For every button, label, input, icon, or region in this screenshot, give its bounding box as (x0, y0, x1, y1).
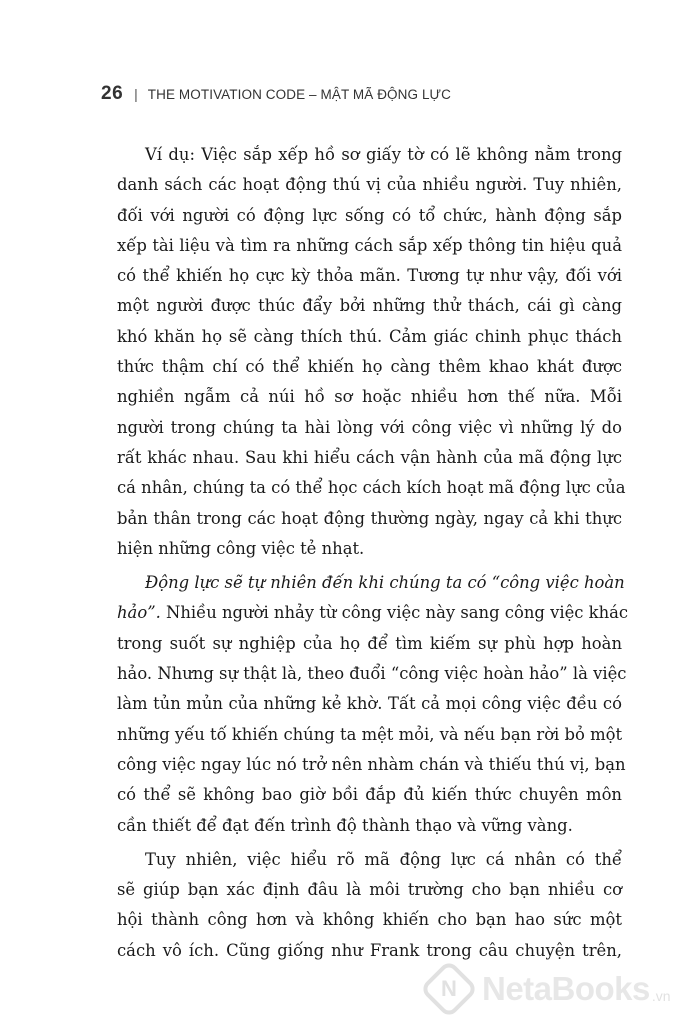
page-body (117, 140, 629, 966)
text-line: có thể khiến họ cực kỳ thỏa mãn. Tương tự như vậy, đối với (117, 266, 622, 286)
text-line: sẽ giúp bạn xác định đâu là môi trường cho bạn nhiều cơ (117, 880, 622, 900)
watermark-text: NetaBooks (482, 970, 650, 1007)
text-line: thức thậm chí có thể khiến họ càng thêm khao khát được (117, 357, 622, 377)
running-header (101, 83, 451, 105)
text-line: danh sách các hoạt động thú vị của nhiều người. Tuy nhiên, (117, 175, 622, 195)
running-title: THE MOTIVATION CODE – MẬT MÃ ĐỘNG LỰC (147, 87, 452, 102)
watermark-suffix: .vn (651, 988, 671, 1004)
text-line: hảo. Nhưng sự thật là, theo đuổi “công việc hoàn hảo” là việc (117, 664, 627, 684)
text-line: đối với người có động lực sống có tổ chức, hành động sắp (117, 205, 622, 225)
text-line: rất khác nhau. Sau khi hiểu cách vận hành của mã động lực (117, 447, 622, 467)
text-line: một người được thúc đẩy bởi những thử thách, cái gì càng (117, 296, 622, 316)
text-line: cần thiết để đạt đến trình độ thành thạo và vững vàng. (117, 815, 573, 835)
text-line-mixed (117, 598, 629, 628)
netabooks-logo-icon (419, 959, 478, 1018)
logo-letter: N (441, 975, 457, 1001)
text-line: trong suốt sự nghiệp của họ để tìm kiếm sự phù hợp hoàn (117, 633, 622, 653)
page-number: 26 (101, 83, 124, 104)
text-line: hiện những công việc tẻ nhạt. (117, 538, 365, 558)
text-line: người trong chúng ta hài lòng với công việc vì những lý do (117, 417, 622, 437)
text-line-italic: Động lực sẽ tự nhiên đến khi chúng ta có “công việc hoàn (145, 573, 625, 593)
paragraph-2 (117, 568, 629, 841)
text-line: xếp tài liệu và tìm ra những cách sắp xếp thông tin hiệu quả (117, 235, 622, 255)
regular-text: Nhiều người nhảy từ công việc này sang công việc khác (160, 603, 629, 623)
paragraph-3 (117, 845, 622, 966)
text-line: Tuy nhiên, việc hiểu rõ mã động lực cá nhân có thể (145, 849, 622, 869)
text-line: làm tủn mủn của những kẻ khờ. Tất cả mọi công việc đều có (117, 694, 622, 714)
text-line: bản thân trong các hoạt động thường ngày, ngay cả khi thực (117, 508, 622, 528)
header-separator: | (134, 86, 138, 102)
text-line: cá nhân, chúng ta có thể học cách kích hoạt mã động lực của (117, 478, 626, 498)
text-line: hội thành công hơn và không khiến cho bạn hao sức một (117, 910, 622, 930)
text-line: có thể sẽ không bao giờ bồi đắp đủ kiến thức chuyên môn (117, 785, 622, 805)
text-line: nghiền ngẫm cả núi hồ sơ hoặc nhiều hơn thế nữa. Mỗi (117, 387, 622, 407)
watermark (428, 968, 671, 1010)
text-line: khó khăn họ sẽ càng thích thú. Cảm giác chinh phục thách (117, 326, 622, 346)
text-line: Ví dụ: Việc sắp xếp hồ sơ giấy tờ có lẽ không nằm trong (145, 145, 622, 164)
paragraph-1 (117, 140, 626, 564)
text-line: cách vô ích. Cũng giống như Frank trong câu chuyện trên, (117, 940, 622, 960)
italic-text: hảo”. (117, 603, 161, 623)
text-line: những yếu tố khiến chúng ta mệt mỏi, và nếu bạn rời bỏ một (117, 724, 623, 744)
text-line: công việc ngay lúc nó trở nên nhàm chán và thiếu thú vị, bạn (117, 754, 626, 774)
